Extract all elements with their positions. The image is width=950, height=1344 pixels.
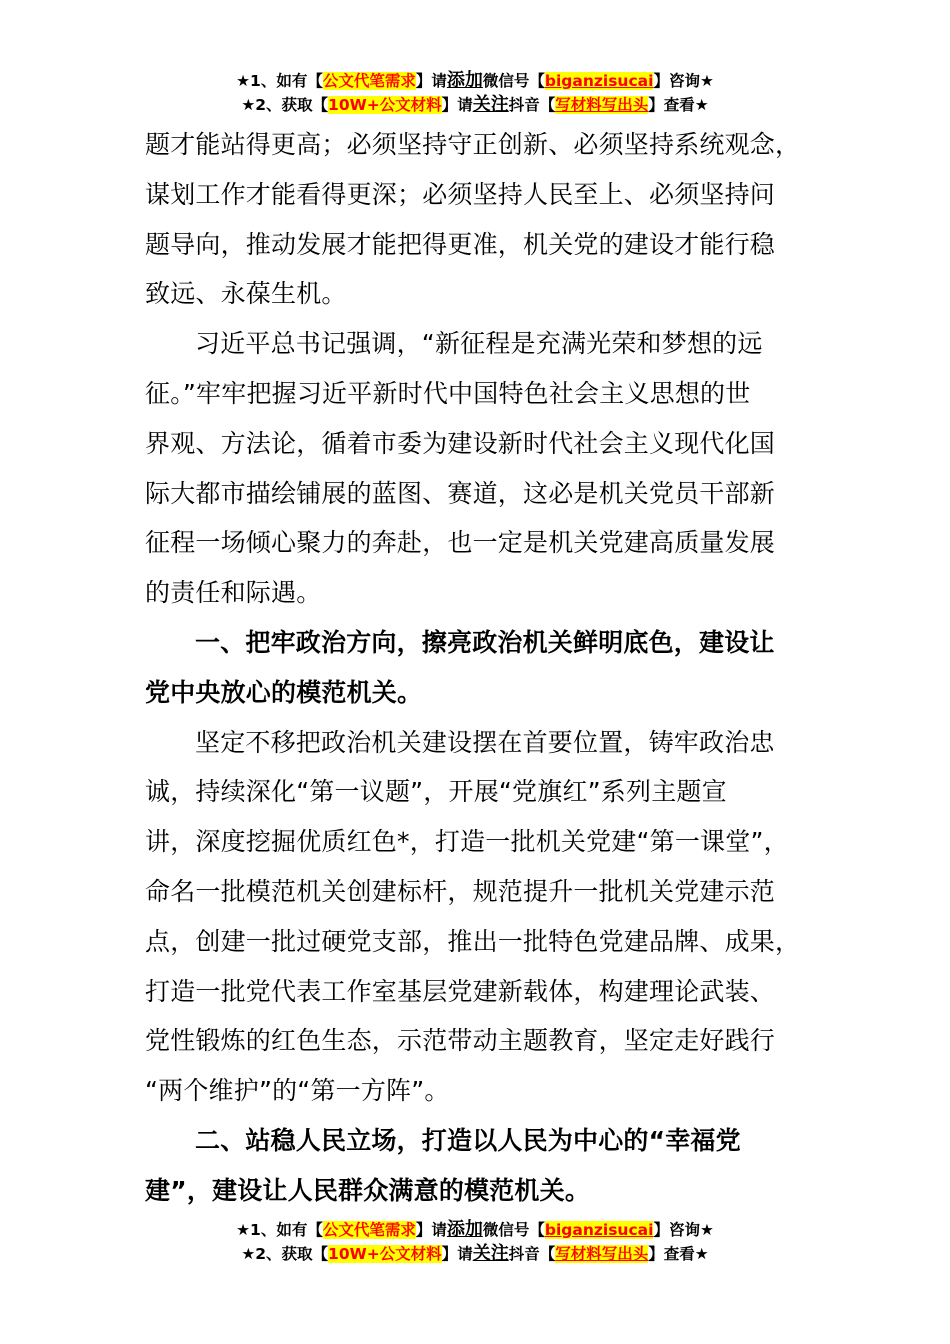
- banner-line-1: [0, 1218, 950, 1242]
- banner-text: 抖音【: [508, 96, 556, 114]
- paragraph-line: “两个维护”的“第一方阵”。: [145, 1076, 450, 1106]
- emphasis-add: 添加: [446, 1219, 483, 1240]
- paragraph-line: 致远、永葆生机。: [145, 279, 347, 309]
- paragraph-line: 习近平总书记强调，“新征程是充满光荣和梦想的远: [195, 329, 763, 359]
- highlight-materials: 10W+公文材料: [328, 96, 442, 114]
- paragraph-line: 征。”牢牢把握习近平新时代中国特色社会主义思想的世: [145, 378, 751, 408]
- banner-text: 抖音【: [508, 1245, 556, 1263]
- paragraph-line: 党性锻炼的红色生态，示范带动主题教育，坚定走好践行: [145, 1026, 776, 1056]
- highlight-service: 公文代笔需求: [322, 1221, 416, 1239]
- paragraph-line: 的责任和际遇。: [145, 578, 322, 608]
- paragraph-line: 征程一场倾心聚力的奔赴，也一定是机关党建高质量发展: [145, 528, 776, 558]
- paragraph-line: 命名一批模范机关创建标杆，规范提升一批机关党建示范: [145, 876, 776, 906]
- highlight-service: 公文代笔需求: [322, 72, 416, 90]
- banner-text: ★1、如有【: [236, 1221, 323, 1239]
- emphasis-add: 添加: [446, 70, 483, 91]
- document-body: [145, 120, 800, 1216]
- section-heading-line: 一、把牢政治方向，擦亮政治机关鲜明底色，建设让: [195, 627, 775, 657]
- banner-text: 】咨询★: [653, 1221, 714, 1239]
- footer-banner: [0, 1218, 950, 1266]
- paragraph-line: 打造一批党代表工作室基层党建新载体，构建理论武装、: [145, 976, 776, 1006]
- banner-text: 】请: [415, 1221, 447, 1239]
- banner-text: 】请: [415, 72, 447, 90]
- paragraph-line: 坚定不移把政治机关建设摆在首要位置，铸牢政治忠: [195, 727, 775, 757]
- banner-text: 】查看★: [648, 1245, 709, 1263]
- header-banner: [0, 69, 950, 117]
- banner-text: ★2、获取【: [241, 1245, 329, 1263]
- emphasis-follow: 关注: [472, 94, 509, 115]
- banner-text: ★1、如有【: [236, 72, 323, 90]
- paragraph-line: 题才能站得更高；必须坚持守正创新、必须坚持系统观念，: [145, 130, 801, 159]
- paragraph-line: 谋划工作才能看得更深；必须坚持人民至上、必须坚持问: [145, 179, 776, 209]
- section-heading-line: 建”，建设让人民群众满意的模范机关。: [145, 1175, 591, 1205]
- paragraph-line: 讲，深度挖掘优质红色*，打造一批机关党建“第一课堂”，: [145, 827, 789, 857]
- douyin-account[interactable]: 写材料写出头: [555, 1245, 649, 1263]
- wechat-id[interactable]: biganzisucai: [544, 72, 654, 90]
- wechat-id[interactable]: biganzisucai: [544, 1221, 654, 1239]
- banner-line-2: [0, 93, 950, 117]
- paragraph-line: 诚，持续深化“第一议题”，开展“党旗红”系列主题宣: [145, 777, 727, 807]
- banner-text: 】咨询★: [653, 72, 714, 90]
- douyin-account[interactable]: 写材料写出头: [555, 96, 649, 114]
- banner-line-2: [0, 1242, 950, 1266]
- banner-line-1: [0, 69, 950, 93]
- paragraph-line: 题导向，推动发展才能把得更准，机关党的建设才能行稳: [145, 229, 776, 259]
- banner-text: 】请: [441, 96, 473, 114]
- paragraph-line: 界观、方法论，循着市委为建设新时代社会主义现代化国: [145, 428, 776, 458]
- banner-text: ★2、获取【: [241, 96, 329, 114]
- banner-text: 】请: [441, 1245, 473, 1263]
- emphasis-follow: 关注: [472, 1243, 509, 1264]
- banner-text: 】查看★: [648, 96, 709, 114]
- banner-text: 微信号【: [482, 1221, 545, 1239]
- highlight-materials: 10W+公文材料: [328, 1245, 442, 1263]
- banner-text: 微信号【: [482, 72, 545, 90]
- paragraph-line: 点，创建一批过硬党支部，推出一批特色党建品牌、成果，: [145, 926, 801, 956]
- section-heading-line: 党中央放心的模范机关。: [145, 677, 423, 707]
- paragraph-line: 际大都市描绘铺展的蓝图、赛道，这必是机关党员干部新: [145, 478, 776, 508]
- section-heading-line: 二、站稳人民立场，打造以人民为中心的“幸福党: [195, 1125, 741, 1155]
